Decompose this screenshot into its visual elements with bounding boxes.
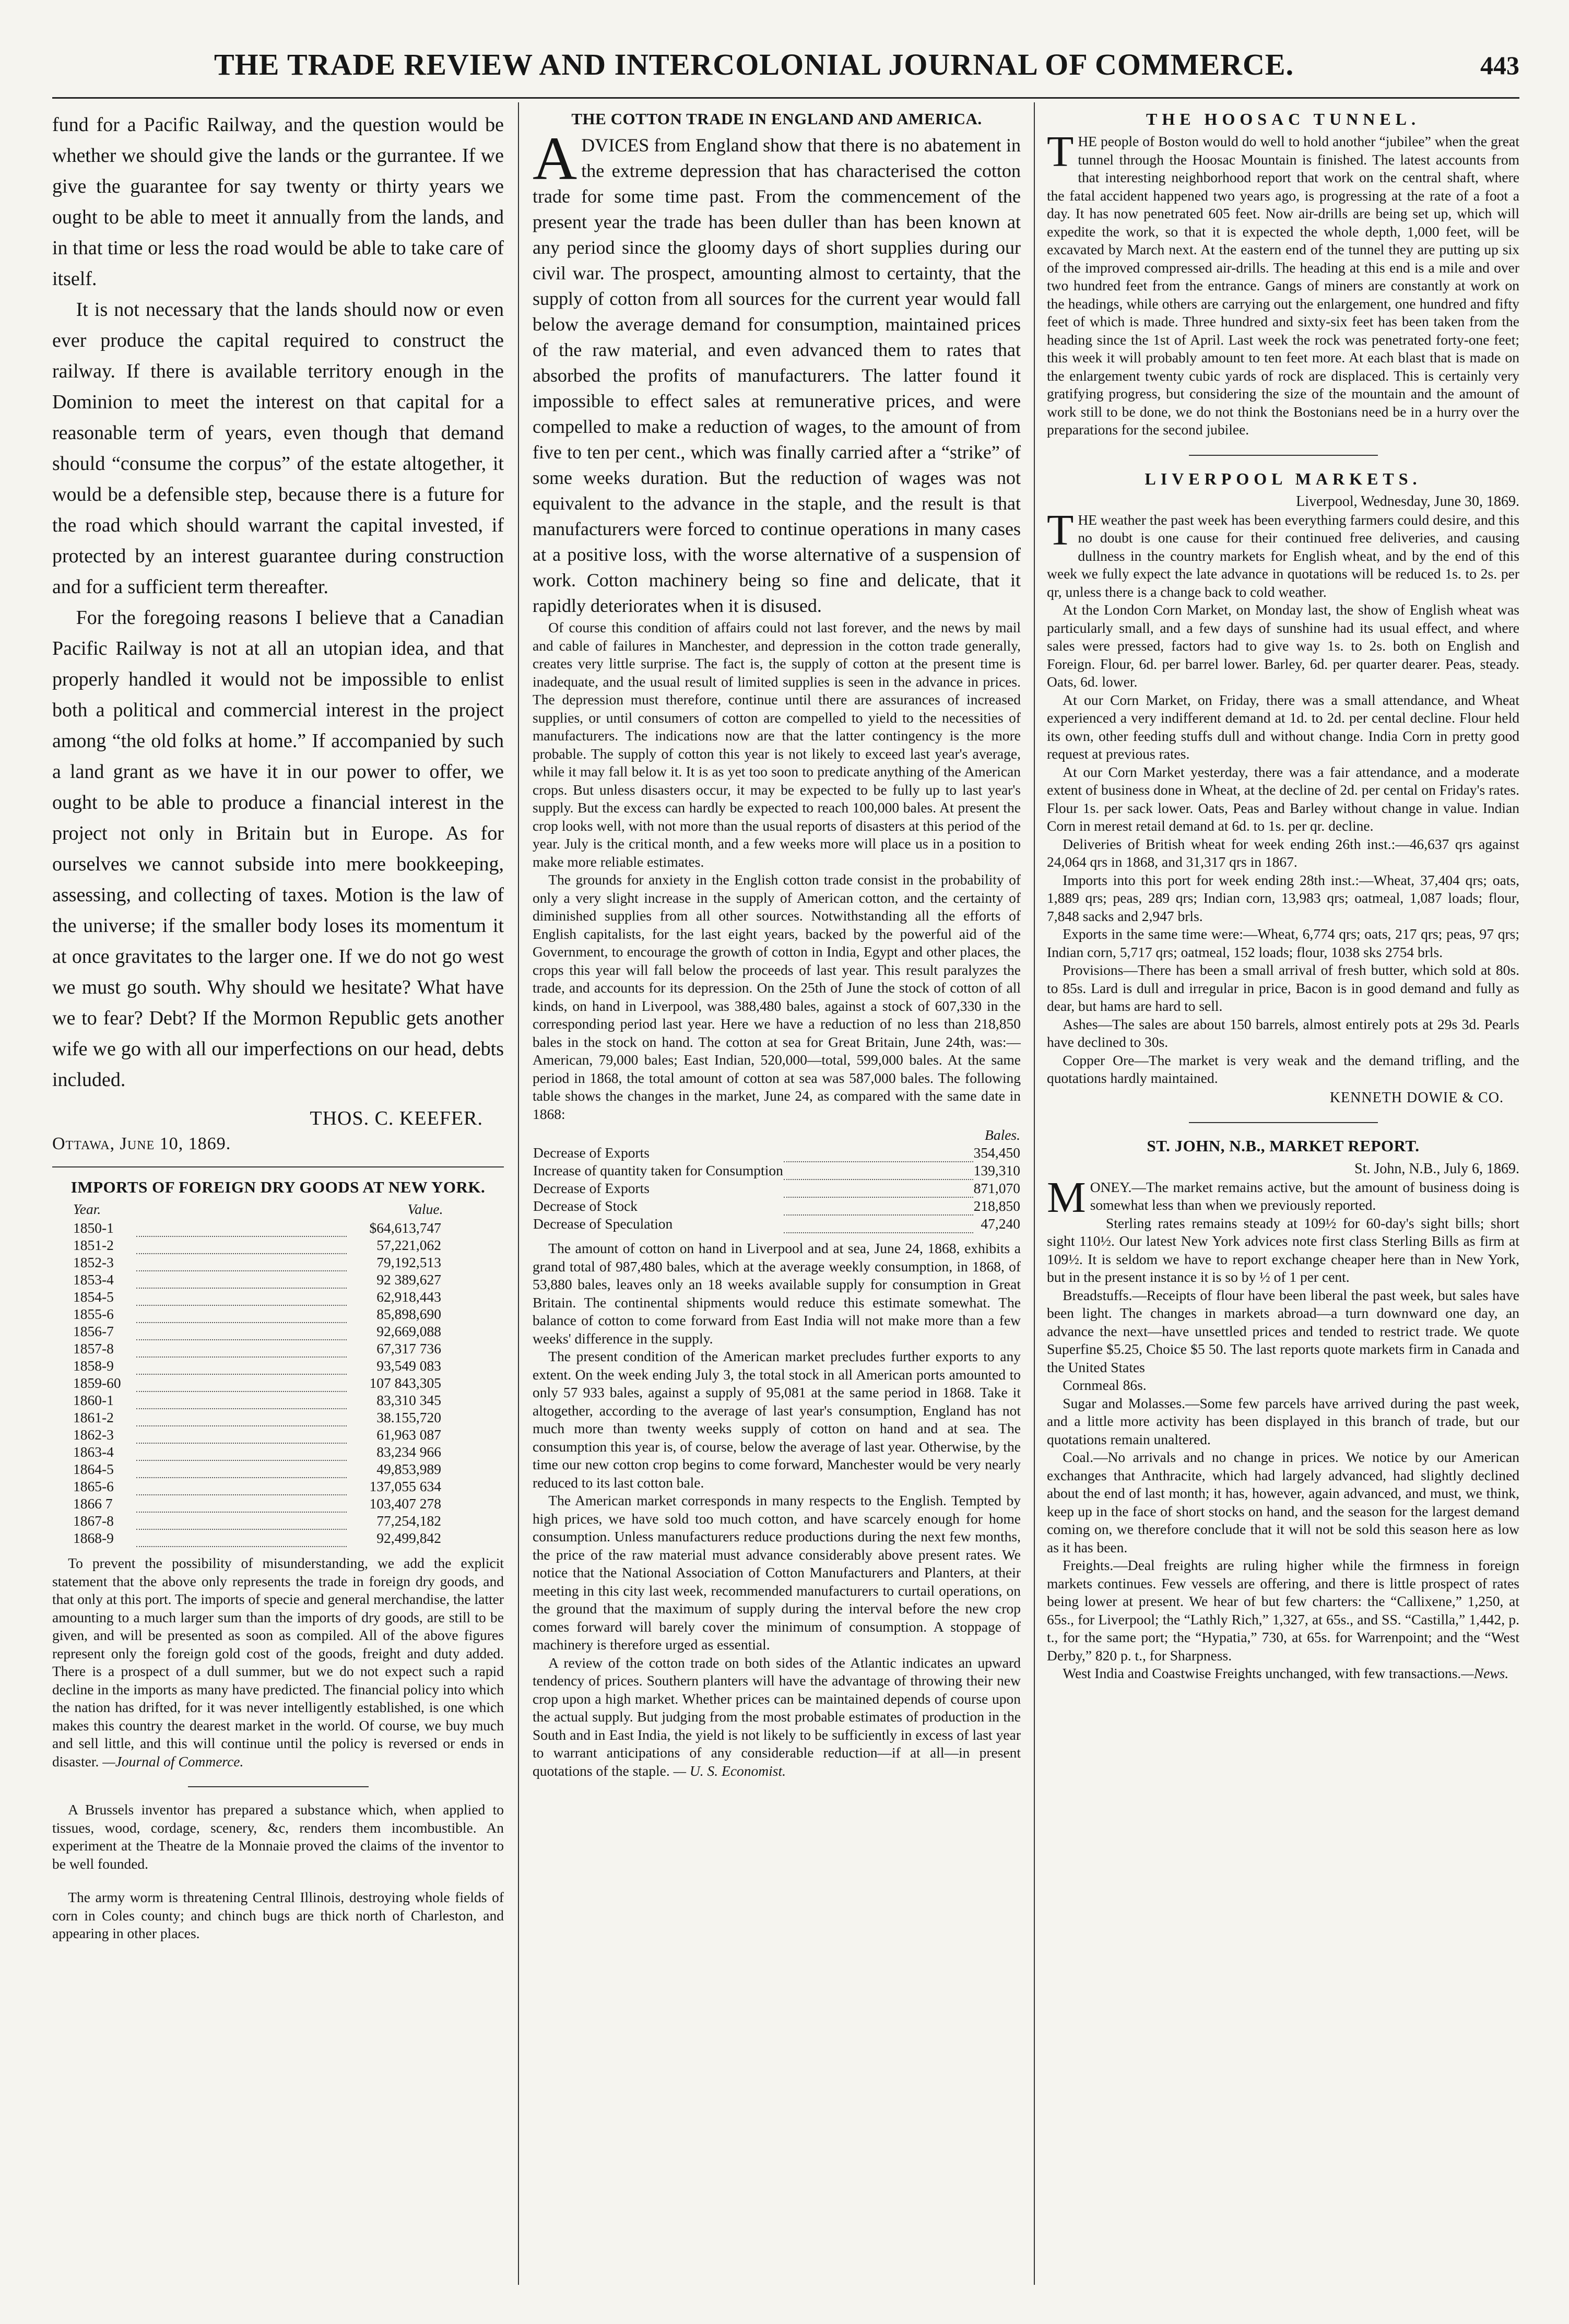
note-source: —Journal of Commerce. (102, 1753, 244, 1769)
article-source: — U. S. Economist. (673, 1762, 786, 1779)
article-paragraph: Of course this condition of affairs could not last forever, and the news by mail and cable of failures in Manchester, and depression in the cotton trade generally, creates very little surprise. The fact is, the supply of cotton at the present time is inadequate, and the usual result of limited supplies is seen in the advance in prices. The depression must therefore, continue until there are assurances of increased supplies, or until consumers of cotton are compelled to yield to the necessities of manufacturers. The indications now are that the latter contingency is the more probable. The supply of cotton this year is not likely to exceed last year's average, while it may fall below it. It is as yet too soon to predicate anything of the American crops. But unless disasters occur, it may be expected to be fully up to last year's supply. But the excess can hardly be expected to reach 100,000 bales. At present the crop looks well, with not more than the usual reports of disasters at this period of the year. July is the critical month, and a few weeks more will place us in a position to make more reliable estimates. (533, 619, 1021, 870)
army-worm-item (52, 1889, 504, 1943)
table-row (52, 1443, 504, 1460)
drop-cap: T (1047, 505, 1074, 555)
article-source: —News. (1461, 1665, 1509, 1681)
change-label: Decrease of Speculation (533, 1216, 673, 1232)
imports-note-block (52, 1554, 504, 1771)
article-paragraph: Exports in the same time were:—Wheat, 6,774 qrs; oats, 217 qrs; peas, 97 qrs; Indian corn, 5,717 qrs; oatmeal, 152 loads; flour, 1038 sks 2754 brls. (1047, 926, 1519, 960)
dot-leader (784, 1197, 973, 1215)
article-paragraph: The American market corresponds in many respects to the English. Tempted by high prices, we have sold too much cotton, and have scarcely enough for home consumption. Unless manufacturers reduce productions during the next few months, the price of the raw material must advance considerably above present rates. We notice that the National Association of Cotton Manufacturers and Planters, at their meeting in this city last week, recommended manufacturers to curtail operations, on the ground that the maximum of supply during the interval before the new crop comes forward will barely cover the minimum of consumption. A stoppage of machinery is therefore urged as essential. (533, 1492, 1021, 1653)
year-cell: 1860-1 (73, 1392, 114, 1408)
imports-note: To prevent the possibility of misunderstanding, we add the explicit statement that the above only represents the trade in foreign dry goods, and that only at this port. The imports of specie and general merchandise, the latter amounting to a much larger sum than the imports of dry goods, are still to be given, and will be presented as soon as compiled. All of the above figures represent only the foreign gold cost of the goods, freight and duty added. There is a prospect of a dull summer, but we do not expect such a rapid decline in the imports as many have predicted. The financial policy into which the nation has drifted, for it was never intelligently established, is one which makes this country the dearest market in the world. Of course, we buy much and sell little, and this will continue until the policy is reversed or ends in disaster. —Journal of Commerce. (52, 1555, 504, 1769)
year-cell: 1859-60 (73, 1375, 121, 1391)
article-paragraph: For the foregoing reasons I believe that a Canadian Pacific Railway is not at all an utopian idea, and that properly handled it would not be impossible to enlist both a political and commercial interest in the project among “the old folks at home.” If accompanied by such a land grant as we have it in our power to offer, we ought to be able to produce a financial interest in the project not only in Britain but in Europe. As for ourselves we cannot subside into mere bookkeeping, assessing, and collecting of taxes. Motion is the law of the universe; if the smaller body loses its momentum it at once gravitates to the larger one. If we do not go west we must go south. Why should we hesitate? What have we to fear? Debt? If the Mormon Republic gets another wife we go with all our imperfections on our head, debts included. (52, 607, 504, 1091)
article-paragraph: Freights.—Deal freights are ruling higher while the firmness in foreign markets continues. Few vessels are offering, and there is little prospect of rates being lower at present. We hear of but few charters: the “Callixene,” 1,250, at 65s., for Liverpool; the “Lathly Rich,” 1,327, at 65s., and SS. “Castilla,” 1,442, p. t., for the same port; the “Hypatia,” 730, at 65s. for Warrenpoint; and the “West Derby,” 820 p. t., for Sharpness. (1047, 1557, 1519, 1664)
page-number: 443 (1480, 51, 1519, 80)
army-worm-text: The army worm is threatening Central Illinois, destroying whole fields of corn in Coles county; and chinch bugs are thick north of Charleston, and appearing in other places. (52, 1889, 504, 1941)
change-value: 218,850 (973, 1198, 1020, 1214)
dot-leader (136, 1443, 347, 1460)
value-cell: 103,407 278 (369, 1495, 441, 1512)
article-paragraph: It is not necessary that the lands should now or even ever produce the capital required to construct the railway. If there is available territory enough in the Dominion to meet the interest on that capital for a reasonable term of years, even though that demand should “consume the corpus” of the estate altogether, it would be a defensible step, because there is a future for the road which should warrant the capital invested, if protected by an interest guarantee during construction and for a sufficient term thereafter. (52, 299, 504, 598)
drop-cap: M (1047, 1173, 1086, 1222)
article-paragraph: Cornmeal 86s. (1063, 1377, 1147, 1393)
dot-leader (136, 1460, 347, 1478)
change-value: 871,070 (973, 1180, 1020, 1196)
article-paragraph: Deliveries of British wheat for week ending 26th inst.:—46,637 qrs against 24,064 qrs in 1868, and 31,317 qrs in 1867. (1047, 835, 1519, 870)
value-cell: 83,310 345 (376, 1392, 441, 1408)
article-paragraph: At our Corn Market yesterday, there was a fair attendance, and a moderate extent of business done in Wheat, at the decline of 2d. per cental on Friday's rates. Flour 1s. per sack lower. Oats, Peas and Barley without change in value. Indian Corn in merest retail demand at 6d. to 1s. per qr. decline. (1047, 763, 1519, 834)
column-3 (1047, 110, 1519, 2292)
change-value: 47,240 (981, 1216, 1020, 1232)
article-paragraph: fund for a Pacific Railway, and the question would be whether we should give the lands or the gurrantee. If we give the guarantee for say twenty or thirty years we ought to be able to meet it annually from the lands, and in that time or less the road would be able to take care of itself. (52, 114, 504, 290)
year-cell: 1866 7 (73, 1495, 113, 1512)
column-rule-2 (1034, 102, 1035, 2285)
dot-leader (136, 1374, 347, 1391)
stjohn-article: MONEY.—The market remains active, but the amount of business doing is somewhat less than when we previously reported. Sterling rates remains steady at 109½ for 60-day's sight bills; short sight 110½. Our latest New York advices note first class Sterling Bills as firm at 109½. It is seldom we have to report exchange cheaper here than in New York, but in the present instance it is so by ½ of 1 per cent. Breadstuffs.—Receipts of flour have been liberal the past week, but sales have been light. The changes in markets abroad—a turn downward one day, an advance the next—have unsettled prices and tended to restrict trade. We quote Superfine $5.25, Choice $5 50. The last reports quote markets firm in Canada and the United States Cornmeal 86s. Sugar and Molasses.—Some few parcels have arrived during the past week, and a little more activity has been displayed in this branch of trade, but our quotations remain unaltered. Coal.—No arrivals and no change in prices. We notice by our American exchanges that Anthracite, which had largely advanced, had slightly declined about the end of last month; it has, however, again advanced, and must, we think, keep up in the face of short stocks on hand, and the season for the largest demand coming on, we therefore conclude that it will not be sold this season here as low as it has been. Freights.—Deal freights are ruling higher while the firmness in foreign markets continues. Few vessels are offering, and there is little prospect of rates being lower at present. We hear of but few charters: the “Callixene,” 1,250, at 65s., for Liverpool; the “Lathly Rich,” 1,327, at 65s., and SS. “Castilla,” 1,442, p. t., for the same port; the “Hypatia,” 730, at 65s. for Warrenpoint; and the “West Derby,” 820 p. t., for Sharpness. West India and Coastwise Freights unchanged, with few transactions.—News. (1047, 1178, 1519, 1683)
cotton-lead: ADVICES from England show that there is no abatement in the extreme depression that has characterised the cotton trade for some time past. From the commencement of the present year the trade has been duller than has been known at any period since the gloomy days of short supplies during our civil war. The prospect, amounting almost to certainty, that the supply of cotton from all sources for the current year would fall below the average demand for consumption, maintained prices of the raw material, and even advanced them to rates that absorbed the profits of manufacturers. The latter found it impossible to effect sales at remunerative prices, and were compelled to make a reduction of wages, to the amount of from five to ten per cent., which was finally carried after a “strike” of some weeks duration. But the reduction of wages was not equivalent to the advance in the staple, and the result is that manufacturers were forced to continue operations in many cases at a positive loss, with the worse alternative of a suspension of work. Cotton machinery being so fine and delicate, that it rapidly deteriorates when it is disused. (533, 124, 1021, 616)
table-row (52, 1374, 504, 1391)
value-cell: 49,853,989 (376, 1461, 441, 1477)
table-row (52, 1409, 504, 1426)
article-paragraph: Sugar and Molasses.—Some few parcels have arrived during the past week, and a little more activity has been displayed in this branch of trade, but our quotations remain unaltered. (1047, 1395, 1519, 1447)
article-paragraph: The amount of cotton on hand in Liverpool and at sea, June 24, 1868, exhibits a grand total of 987,480 bales, which at the average weekly consumption, in 1868, of 53,880 bales, leaves only an 18 weeks available supply for consumption in Great Britain. The continental shipments would reduce this estimate somewhat. The balance of cotton to come forward from East India will not make more than a few weeks' difference in the supply. (533, 1240, 1021, 1347)
year-cell: 1856-7 (73, 1323, 114, 1339)
masthead-rule (52, 97, 1519, 99)
place-date: Ottawa, June 10, 1869. (52, 1134, 231, 1153)
dot-leader (136, 1409, 347, 1426)
change-label: Increase of quantity taken for Consumption (533, 1162, 783, 1178)
article-paragraph: Sterling rates remains steady at 109½ for 60-day's sight bills; short sight 110½. Our latest New York advices note first class Sterling Bills as firm at 109½. It is seldom we have to report exchange cheaper here than in New York, but in the present instance it is so by ½ of 1 per cent. (1047, 1214, 1519, 1285)
bales-header: Bales. (985, 1127, 1020, 1143)
article-paragraph: Copper Ore—The market is very weak and the demand trifling, and the quotations hardly maintained. (1047, 1052, 1519, 1086)
brussels-text: A Brussels inventor has prepared a substance which, when applied to tissues, wood, cordage, scenery, &c, renders them incombustible. An experiment at the Theatre de la Monnaie proved the claims of the inventor to be well founded. (52, 1801, 504, 1872)
change-label: Decrease of Exports (533, 1180, 650, 1196)
change-value: 139,310 (973, 1162, 1020, 1178)
drop-cap: T (1047, 127, 1074, 176)
article-paragraph: A review of the cotton trade on both sides of the Atlantic indicates an upward tendency of prices. Southern planters will have the advantage of throwing their new crop upon a high market. Whether prices can be maintained depends of course upon the actual supply. But judging from the most probable estimates of production in the South and in East India, the yield is not likely to be sufficiently in excess of last year to warrant anticipations of any considerable reduction—if at all—in present quotations of the staple. — U. S. Economist. (533, 1654, 1021, 1779)
column-rule-1 (518, 102, 519, 2285)
value-cell: 77,254,182 (376, 1513, 441, 1529)
value-cell: 92,499,842 (376, 1530, 441, 1546)
value-cell: 62,918,443 (376, 1289, 441, 1305)
year-cell: 1854-5 (73, 1289, 114, 1305)
stjohn-title: ST. JOHN, N.B., MARKET REPORT. (1147, 1136, 1420, 1155)
table-row (52, 1512, 504, 1529)
dot-leader (136, 1391, 347, 1409)
cotton-body-2 (533, 1240, 1021, 1780)
divider (188, 1786, 369, 1787)
year-cell: 1858-9 (73, 1358, 114, 1374)
value-cell: 83,234 966 (376, 1444, 441, 1460)
year-header: Year. (73, 1201, 101, 1217)
change-label: Decrease of Exports (533, 1145, 650, 1161)
year-cell: 1852-3 (73, 1254, 114, 1270)
table-row (52, 1323, 504, 1340)
signature: KENNETH DOWIE & CO. (1329, 1089, 1504, 1106)
value-cell: 57,221,062 (376, 1237, 441, 1253)
cotton-title: THE COTTON TRADE IN ENGLAND AND AMERICA. (571, 110, 982, 128)
table-row (533, 1162, 1021, 1179)
year-cell: 1864-5 (73, 1461, 114, 1477)
pacific-railway-article (52, 110, 504, 1095)
dot-leader (136, 1426, 347, 1443)
signature: THOS. C. KEEFER. (310, 1107, 483, 1129)
table-row (52, 1460, 504, 1478)
year-cell: 1850-1 (73, 1220, 114, 1236)
article-paragraph: Coal.—No arrivals and no change in prices. We notice by our American exchanges that Anthracite, which had largely advanced, had slightly declined about the end of last month; it has, however, again advanced, and must, we think, keep up in the face of short stocks on hand, and the season for the largest demand coming on, we therefore conclude that it will not be sold this season here as low as it has been. (1047, 1449, 1519, 1555)
article-paragraph: West India and Coastwise Freights unchanged, with few transactions.—News. (1063, 1665, 1509, 1681)
value-cell: 67,317 736 (376, 1340, 441, 1356)
table-row (52, 1391, 504, 1409)
cotton-body (533, 619, 1021, 1123)
year-cell: 1855-6 (73, 1306, 114, 1322)
table-row (52, 1271, 504, 1288)
table-row (52, 1478, 504, 1495)
change-value: 354,450 (973, 1145, 1020, 1161)
value-cell: 137,055 634 (369, 1478, 441, 1494)
value-cell: 61,963 087 (376, 1426, 441, 1443)
change-label: Decrease of Stock (533, 1198, 638, 1214)
article-paragraph: Ashes—The sales are about 150 barrels, almost entirely pots at 29s 3d. Pearls have declined to 30s. (1047, 1016, 1519, 1050)
value-cell: 85,898,690 (376, 1306, 441, 1322)
year-cell: 1868-9 (73, 1530, 114, 1546)
article-paragraph: Imports into this port for week ending 28th inst.:—Wheat, 37,404 qrs; oats, 1,889 qrs; peas, 289 qrs; Indian corn, 13,983 qrs; oatmeal, 1,087 loads; flour, 7,848 sacks and 2,947 brls. (1047, 871, 1519, 924)
value-cell: 93,549 083 (376, 1358, 441, 1374)
year-cell: 1865-6 (73, 1478, 114, 1494)
value-cell: 92 389,627 (376, 1271, 441, 1288)
table-row (52, 1305, 504, 1323)
article-paragraph: At the London Corn Market, on Monday last, the show of English wheat was particularly small, and a few days of sunshine had its usual effect, and where sales were pressed, factors had to give way 1s. to 2s. both on English and Foreign. Flour, 6d. per barrel lower. Barley, 6d. per quarter dearer. Peas, steady. Oats, 6d. lower. (1047, 601, 1519, 690)
article-paragraph: The present condition of the American market precludes further exports to any extent. On the week ending July 3, the total stock in all American ports amounted to only 57 933 bales, against a supply of 95,081 at the same period in 1868. Take it altogether, according to the average of last year's consumption, England has not much more than twenty weeks supply of cotton on hand and at sea. The consumption this year is, of course, below the average of last year. Otherwise, by the time our new cotton crop begins to come forward, Manchester would be very nearly reduced to its last cotton bale. (533, 1348, 1021, 1491)
value-cell: 79,192,513 (376, 1254, 441, 1270)
table-row (52, 1529, 504, 1547)
dot-leader (136, 1288, 347, 1305)
dot-leader (136, 1254, 347, 1271)
dot-leader (136, 1305, 347, 1323)
masthead (52, 47, 1519, 89)
dot-leader (784, 1215, 973, 1233)
year-cell: 1862-3 (73, 1426, 114, 1443)
article-paragraph: At our Corn Market, on Friday, there was a small attendance, and Wheat experienced a very indifferent demand at 1d. to 2d. per cental decline. Flour held its own, other feeding stuffs dull and without change. India Corn in pretty good request at previous rates. (1047, 691, 1519, 762)
table-row (52, 1340, 504, 1357)
liverpool-title: LIVERPOOL MARKETS. (1145, 469, 1422, 488)
year-cell: 1857-8 (73, 1340, 114, 1356)
dot-leader (136, 1340, 347, 1357)
table-row (533, 1179, 1021, 1197)
cotton-changes-table (533, 1126, 1021, 1233)
table-row (52, 1236, 504, 1254)
column-1 (52, 110, 504, 2292)
drop-cap: A (533, 124, 577, 193)
value-cell: 107 843,305 (369, 1375, 441, 1391)
year-cell: 1867-8 (73, 1513, 114, 1529)
imports-title: IMPORTS OF FOREIGN DRY GOODS AT NEW YORK. (70, 1178, 486, 1196)
liverpool-article: THE weather the past week has been everything farmers could desire, and this no doubt is one cause for their continued free deliveries, and causing dullness in the country markets for English wheat, and by the end of this week we fully expect the late advance in quotations will be reduced 1s. to 2s. per qr, unless there is a change back to cold weather. At the London Corn Market, on Monday last, the show of English wheat was particularly small, and a few days of sunshine had its usual effect, and where sales were pressed, factors had to give way 1s. to 2s. both on English and Foreign. Flour, 6d. per barrel lower. Barley, 6d. per quarter dearer. Peas, steady. Oats, 6d. lower. At our Corn Market, on Friday, there was a small attendance, and Wheat experienced a very indifferent demand at 1d. to 2d. per cental decline. Flour held its own, other feeding stuffs dull and without change. India Corn in pretty good request at previous rates. At our Corn Market yesterday, there was a fair attendance, and a moderate extent of business done in Wheat, at the decline of 2d. per cental on Friday's rates. Flour 1s. per sack lower. Oats, Peas and Barley without change in value. Indian Corn in merest retail demand at 6d. to 1s. per qr. decline. Deliveries of British wheat for week ending 26th inst.:—46,637 qrs against 24,064 qrs in 1868, and 31,317 qrs in 1867. Imports into this port for week ending 28th inst.:—Wheat, 37,404 qrs; oats, 1,889 qrs; peas, 289 qrs; Indian corn, 13,983 qrs; oatmeal, 1,087 loads; flour, 7,848 sacks and 2,947 brls. Exports in the same time were:—Wheat, 6,774 qrs; oats, 217 qrs; peas, 97 qrs; Indian corn, 5,717 qrs; oatmeal, 152 loads; flour, 1038 sks 2754 brls. Provisions—There has been a small arrival of fresh butter, which sold at 80s. to 85s. Lard is dull and irregular in price, Bacon is in good demand and fully as dear, but hams are hard to sell. Ashes—The sales are about 150 barrels, almost entirely pots at 29s 3d. Pearls have declined to 30s. Copper Ore—The market is very weak and the demand trifling, and the quotations hardly maintained. (1047, 511, 1519, 1088)
divider (1189, 455, 1378, 456)
liverpool-dateline: Liverpool, Wednesday, June 30, 1869. (1296, 493, 1519, 510)
article-paragraph: Breadstuffs.—Receipts of flour have been liberal the past week, but sales have been light. The changes in markets abroad—a turn downward one day, an advance the next—have unsettled prices and tended to restrict trade. We quote Superfine $5.25, Choice $5 50. The last reports quote markets firm in Canada and the United States (1047, 1287, 1519, 1375)
column-2 (533, 110, 1021, 2292)
year-cell: 1851-2 (73, 1237, 114, 1253)
table-row (52, 1288, 504, 1305)
dot-leader (136, 1478, 347, 1495)
value-cell: 92,669,088 (376, 1323, 441, 1339)
masthead-title: THE TRADE REVIEW AND INTERCOLONIAL JOURNAL OF COMMERCE. (214, 48, 1294, 81)
table-header-row (52, 1201, 504, 1219)
divider (1189, 1122, 1378, 1123)
value-cell: $64,613,747 (369, 1220, 441, 1236)
article-paragraph: The grounds for anxiety in the English cotton trade consist in the probability of only a very slight increase in the supply of American cotton, and the certainty of diminished supplies from all other sources. Notwithstanding all the efforts of English capitalists, for the last eight years, backed by the powerful aid of the Government, to encourage the growth of cotton in India, Egypt and other places, the crops this year will fall below the proceeds of last year. This result paralyzes the trade, and accounts for its depression. On the 25th of June the stock of cotton of all kinds, on hand in Liverpool, was 388,480 bales, against a stock of 607,330 in the corresponding period last year. Here we have a reduction of no less than 218,850 bales in the stock on hand. The cotton at sea for Great Britain, June 24th, was:—American, 79,000 bales; East Indian, 520,000—total, 599,000 bales. At the same period in 1868, the total amount of cotton at sea was 587,000 bales. The following table shows the changes in the market, June 24, as compared with the same date in 1868: (533, 871, 1021, 1122)
article-paragraph: Provisions—There has been a small arrival of fresh butter, which sold at 80s. to 85s. Lard is dull and irregular in price, Bacon is in good demand and fully as dear, but hams are hard to sell. (1047, 962, 1519, 1014)
table-row (533, 1215, 1021, 1233)
table-row (52, 1357, 504, 1374)
dot-leader (784, 1179, 973, 1197)
dot-leader (784, 1144, 973, 1162)
table-row (52, 1495, 504, 1512)
hoosac-article: THE people of Boston would do well to hold another “jubilee” when the great tunnel through the Hoosac Mountain is finished. The latest accounts from that interesting neighborhood report that work on the central shaft, where the fatal accident happened two years ago, is progressing at the rate of a foot a day. It has now penetrated 605 feet. Now air-drills are being set up, which will expedite the work, so that it is expected the whole depth, 1,000 feet, will be excavated by March next. At the eastern end of the tunnel they are putting up six of the improved compressed air-drills. The heading at this end is a mile and over two hundred feet from the entrance. Gangs of miners are constantly at work on the headings, while others are carrying out the enlargement, one hundred and fifty feet of which is made. Three hundred and sixty-six feet has been taken from the heading since the 1st of April. Last week the rock was penetrated forty-one feet; this week it will probably amount to ten feet more. At each blast that is made on the enlargement twenty cubic yards of rock are displaced. This is certainly very gratifying progress, but considering the size of the mountain and the amount of work still to be done, we do not think the Bostonians need be in a hurry over the preparations for the second jubilee. (1047, 127, 1519, 438)
table-row (533, 1144, 1021, 1162)
dot-leader (136, 1219, 347, 1236)
dot-leader (784, 1162, 973, 1179)
dot-leader (136, 1271, 347, 1288)
table-row (533, 1197, 1021, 1215)
year-cell: 1853-4 (73, 1271, 114, 1288)
table-row (52, 1254, 504, 1271)
divider (52, 1166, 504, 1167)
dot-leader (136, 1357, 347, 1374)
year-cell: 1863-4 (73, 1444, 114, 1460)
dot-leader (136, 1495, 347, 1512)
value-cell: 38.155,720 (376, 1409, 441, 1425)
stjohn-dateline: St. John, N.B., July 6, 1869. (1354, 1160, 1519, 1177)
table-row (52, 1426, 504, 1443)
dot-leader (136, 1512, 347, 1529)
year-cell: 1861-2 (73, 1409, 114, 1425)
brussels-item (52, 1801, 504, 1873)
dot-leader (136, 1236, 347, 1254)
dot-leader (136, 1323, 347, 1340)
value-header: Value. (407, 1201, 443, 1217)
hoosac-title: THE HOOSAC TUNNEL. (1146, 110, 1421, 128)
dot-leader (136, 1529, 347, 1547)
imports-table (52, 1201, 504, 1547)
table-row (52, 1219, 504, 1236)
